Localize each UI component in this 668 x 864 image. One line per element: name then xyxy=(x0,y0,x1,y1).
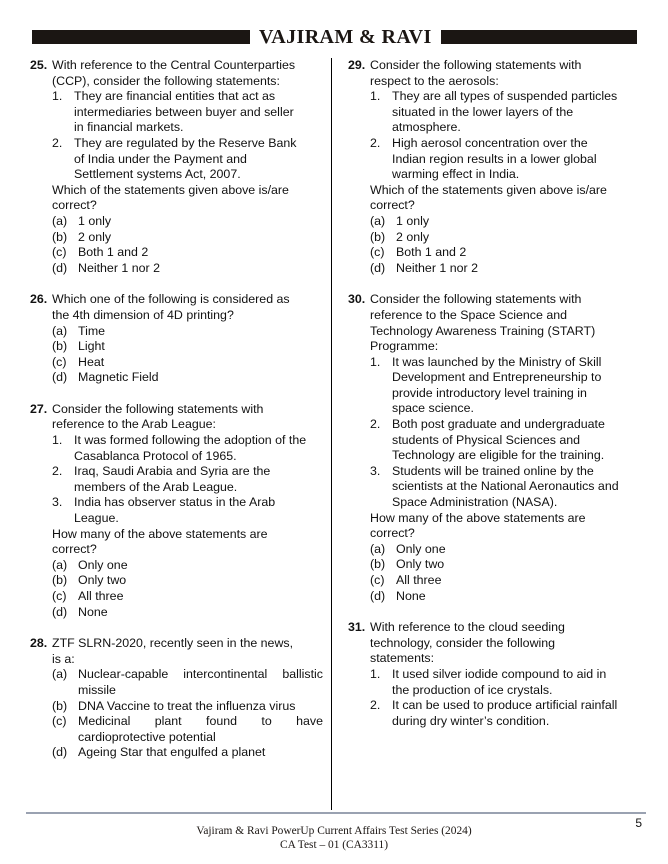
option-item[interactable] xyxy=(30,261,323,277)
statement-marker: 2. xyxy=(370,698,381,713)
question-28 xyxy=(30,636,323,761)
option-item[interactable] xyxy=(30,714,323,745)
option-item[interactable] xyxy=(348,542,641,558)
option-text: None xyxy=(78,604,108,619)
question-stem xyxy=(348,58,641,89)
question-stem-line: ZTF SLRN-2020, recently seen in the news, xyxy=(52,636,294,651)
option-list xyxy=(30,667,323,761)
statement-line: Indian region results in a lower global xyxy=(392,151,597,166)
left-column xyxy=(30,58,323,810)
option-text: All three xyxy=(396,573,442,587)
option-text: 1 only xyxy=(396,213,430,228)
column-divider xyxy=(331,58,332,810)
option-text: Only one xyxy=(396,541,446,556)
question-25 xyxy=(30,58,323,276)
statement-line: They are financial entities that act as xyxy=(74,89,276,104)
question-prompt-line: correct? xyxy=(370,198,415,213)
statement-line: of India under the Payment and xyxy=(74,151,247,166)
statement-list xyxy=(348,667,641,729)
statement-item xyxy=(30,89,323,136)
statement-item xyxy=(348,89,641,136)
option-text: Neither 1 nor 2 xyxy=(396,260,478,275)
page-number: 5 xyxy=(635,816,642,830)
statement-line: It used silver iodide compound to aid in xyxy=(392,666,607,681)
question-prompt-line: correct? xyxy=(370,526,415,541)
option-marker: (d) xyxy=(52,260,68,275)
option-text: 2 only xyxy=(396,229,430,244)
statement-item xyxy=(348,136,641,183)
option-item[interactable] xyxy=(30,245,323,261)
question-stem-line: statements: xyxy=(370,651,435,666)
question-prompt xyxy=(30,183,323,214)
question-stem-line: With reference to the Central Counterparties xyxy=(52,58,296,72)
option-item[interactable] xyxy=(30,230,323,246)
option-item[interactable] xyxy=(30,558,323,574)
statement-line: the production of ice crystals. xyxy=(392,682,553,697)
option-marker: (d) xyxy=(52,745,68,760)
option-list xyxy=(348,214,641,276)
statement-marker: 1. xyxy=(52,433,63,448)
question-stem xyxy=(348,620,641,667)
statement-line: They are regulated by the Reserve Bank xyxy=(74,135,297,150)
question-stem-line: the 4th dimension of 4D printing? xyxy=(52,307,234,322)
option-text: Light xyxy=(78,339,105,354)
statement-item xyxy=(30,464,323,495)
statement-line: It was launched by the Ministry of Skill xyxy=(392,354,602,369)
statement-line: space science. xyxy=(392,401,474,416)
option-marker: (b) xyxy=(52,573,68,588)
statement-item xyxy=(30,136,323,183)
option-marker: (c) xyxy=(52,354,67,369)
option-text: All three xyxy=(78,589,124,603)
question-prompt-line: correct? xyxy=(52,198,97,213)
right-column xyxy=(348,58,641,810)
option-item[interactable] xyxy=(30,370,323,386)
option-marker: (b) xyxy=(52,698,68,713)
statement-line: during dry winter’s condition. xyxy=(392,713,550,728)
footer-line-2: CA Test – 01 (CA3311) xyxy=(279,839,389,851)
statement-line: High aerosol concentration over the xyxy=(392,135,588,150)
option-marker: (d) xyxy=(370,588,386,603)
option-marker: (b) xyxy=(370,229,386,244)
option-list xyxy=(348,542,641,604)
option-marker: (b) xyxy=(52,339,68,354)
statement-marker: 1. xyxy=(52,89,63,104)
statement-line: Iraq, Saudi Arabia and Syria are the xyxy=(74,464,271,479)
page-title: VAJIRAM & RAVI xyxy=(259,26,432,48)
question-stem-line: Programme: xyxy=(370,339,439,354)
question-stem-line: Technology Awareness Training (START) xyxy=(370,323,596,338)
statement-marker: 3. xyxy=(52,495,63,510)
statement-line: It can be used to produce artificial rainfall xyxy=(392,698,618,713)
statement-item xyxy=(348,355,641,417)
option-text: Both 1 and 2 xyxy=(396,245,467,260)
option-text: Only two xyxy=(396,557,445,572)
statement-marker: 2. xyxy=(370,417,381,432)
question-stem xyxy=(30,58,323,89)
option-marker: (d) xyxy=(370,260,386,275)
question-number: 28. xyxy=(30,636,48,651)
footer-line-1: Vajiram & Ravi PowerUp Current Affairs Test Series (2024) xyxy=(196,825,472,837)
question-number: 30. xyxy=(348,292,366,307)
statement-marker: 1. xyxy=(370,354,381,369)
option-item[interactable] xyxy=(348,245,641,261)
statement-line: warming effect in India. xyxy=(392,167,520,182)
question-stem xyxy=(30,402,323,433)
option-marker: (c) xyxy=(370,573,385,587)
statement-line: Both post graduate and undergraduate xyxy=(392,417,605,432)
statement-marker: 1. xyxy=(370,666,381,681)
statement-line: atmosphere. xyxy=(392,120,461,135)
option-item[interactable] xyxy=(30,324,323,340)
statement-line: Casablanca Protocol of 1965. xyxy=(74,448,237,463)
option-item[interactable] xyxy=(30,699,323,715)
statement-line: scientists at the National Aeronautics and xyxy=(392,479,619,494)
statement-line: League. xyxy=(74,511,119,526)
option-text: Time xyxy=(78,323,106,338)
question-27 xyxy=(30,402,323,620)
statement-item xyxy=(348,417,641,464)
option-item[interactable] xyxy=(348,261,641,277)
option-item[interactable] xyxy=(348,557,641,573)
footer-divider xyxy=(26,812,646,814)
option-item[interactable] xyxy=(30,339,323,355)
question-prompt-line: Which of the statements given above is/are xyxy=(52,182,289,197)
question-stem xyxy=(30,636,323,667)
question-stem-line: is a: xyxy=(52,651,75,666)
question-number: 25. xyxy=(30,58,48,72)
option-text: Nuclear-capable intercontinental ballistic missile xyxy=(78,667,323,697)
option-list xyxy=(30,214,323,276)
question-stem-line: Consider the following statements with xyxy=(370,58,582,72)
option-text: 1 only xyxy=(78,213,112,228)
option-text: Only two xyxy=(78,573,127,588)
statement-list xyxy=(348,355,641,511)
statement-line: students of Physical Sciences and xyxy=(392,432,581,447)
option-item[interactable] xyxy=(348,214,641,230)
statement-list xyxy=(30,89,323,183)
option-list xyxy=(30,324,323,386)
option-text: 2 only xyxy=(78,229,112,244)
option-marker: (a) xyxy=(52,323,68,338)
question-stem-line: reference to the Arab League: xyxy=(52,417,216,432)
question-prompt xyxy=(348,183,641,214)
page-header xyxy=(32,26,642,48)
statement-marker: 2. xyxy=(52,464,63,479)
statement-line: members of the Arab League. xyxy=(74,479,238,494)
statement-item xyxy=(348,698,641,729)
option-marker: (b) xyxy=(370,557,386,572)
statement-marker: 1. xyxy=(370,89,381,104)
question-30 xyxy=(348,292,641,604)
statement-list xyxy=(30,433,323,527)
option-text: None xyxy=(396,588,426,603)
statement-line: Settlement systems Act, 2007. xyxy=(74,167,241,182)
option-marker: (a) xyxy=(370,213,386,228)
statement-item xyxy=(348,464,641,511)
question-stem-line: technology, consider the following xyxy=(370,635,556,650)
statement-line: Space Administration (NASA). xyxy=(392,495,558,510)
option-marker: (a) xyxy=(52,667,68,682)
option-marker: (c) xyxy=(52,589,67,603)
statement-marker: 2. xyxy=(52,135,63,150)
question-columns xyxy=(0,58,668,810)
option-text: Heat xyxy=(78,354,105,369)
question-number: 27. xyxy=(30,401,48,416)
statement-list xyxy=(348,89,641,183)
question-stem-line: Consider the following statements with xyxy=(52,401,264,416)
option-text: Both 1 and 2 xyxy=(78,245,149,260)
option-item[interactable] xyxy=(348,589,641,605)
statement-item xyxy=(348,667,641,698)
header-bar-left xyxy=(32,30,250,44)
option-text: Medicinal plant found to have cardioprotective potential xyxy=(78,714,323,744)
question-stem-line: With reference to the cloud seeding xyxy=(370,620,565,635)
option-list xyxy=(30,558,323,620)
statement-line: Development and Entrepreneurship to xyxy=(392,370,602,385)
statement-marker: 2. xyxy=(370,135,381,150)
option-marker: (b) xyxy=(52,229,68,244)
statement-marker: 3. xyxy=(370,463,381,478)
statement-line: intermediaries between buyer and seller xyxy=(74,104,294,119)
option-item[interactable] xyxy=(30,667,323,698)
option-marker: (a) xyxy=(370,541,386,556)
statement-line: Technology are eligible for the training. xyxy=(392,448,605,463)
footer-text xyxy=(0,824,668,852)
option-item[interactable] xyxy=(348,230,641,246)
option-marker: (c) xyxy=(52,245,67,260)
option-marker: (d) xyxy=(52,604,68,619)
option-marker: (c) xyxy=(52,714,67,729)
option-marker: (a) xyxy=(52,557,68,572)
statement-line: provide introductory level training in xyxy=(392,385,587,400)
statement-line: situated in the lower layers of the xyxy=(392,104,574,119)
question-number: 26. xyxy=(30,292,48,307)
option-text: Only one xyxy=(78,557,128,572)
option-item[interactable] xyxy=(30,589,323,605)
statement-item xyxy=(30,433,323,464)
option-item[interactable] xyxy=(30,605,323,621)
statement-line: in financial markets. xyxy=(74,120,184,135)
option-text: Ageing Star that engulfed a planet xyxy=(78,745,266,760)
question-prompt-line: correct? xyxy=(52,542,97,557)
option-item[interactable] xyxy=(30,355,323,371)
option-item[interactable] xyxy=(30,745,323,761)
option-item[interactable] xyxy=(30,214,323,230)
option-marker: (d) xyxy=(52,370,68,385)
statement-line: They are all types of suspended particles xyxy=(392,89,618,104)
statement-line: India has observer status in the Arab xyxy=(74,495,276,510)
question-29 xyxy=(348,58,641,276)
header-bar-right xyxy=(441,30,637,44)
option-text: Magnetic Field xyxy=(78,370,159,385)
option-text: Neither 1 nor 2 xyxy=(78,260,160,275)
question-prompt xyxy=(348,511,641,542)
statement-item xyxy=(30,495,323,526)
question-stem-line: reference to the Space Science and xyxy=(370,307,568,322)
option-text: DNA Vaccine to treat the influenza virus xyxy=(78,698,296,713)
option-item[interactable] xyxy=(30,573,323,589)
question-31 xyxy=(348,620,641,729)
statement-line: Students will be trained online by the xyxy=(392,463,594,478)
statement-line: It was formed following the adoption of the xyxy=(74,433,307,448)
question-stem xyxy=(348,292,641,354)
question-number: 31. xyxy=(348,620,366,635)
question-stem xyxy=(30,292,323,323)
question-stem-line: respect to the aerosols: xyxy=(370,73,499,88)
question-prompt-line: Which of the statements given above is/are xyxy=(370,182,607,197)
question-prompt xyxy=(30,527,323,558)
option-item[interactable] xyxy=(348,573,641,589)
question-stem-line: Which one of the following is considered as xyxy=(52,292,290,307)
question-prompt-line: How many of the above statements are xyxy=(370,510,586,525)
option-marker: (a) xyxy=(52,213,68,228)
question-stem-line: (CCP), consider the following statements: xyxy=(52,73,280,88)
question-prompt-line: How many of the above statements are xyxy=(52,526,268,541)
option-marker: (c) xyxy=(370,245,385,260)
question-number: 29. xyxy=(348,58,366,72)
question-stem-line: Consider the following statements with xyxy=(370,292,582,307)
question-26 xyxy=(30,292,323,386)
